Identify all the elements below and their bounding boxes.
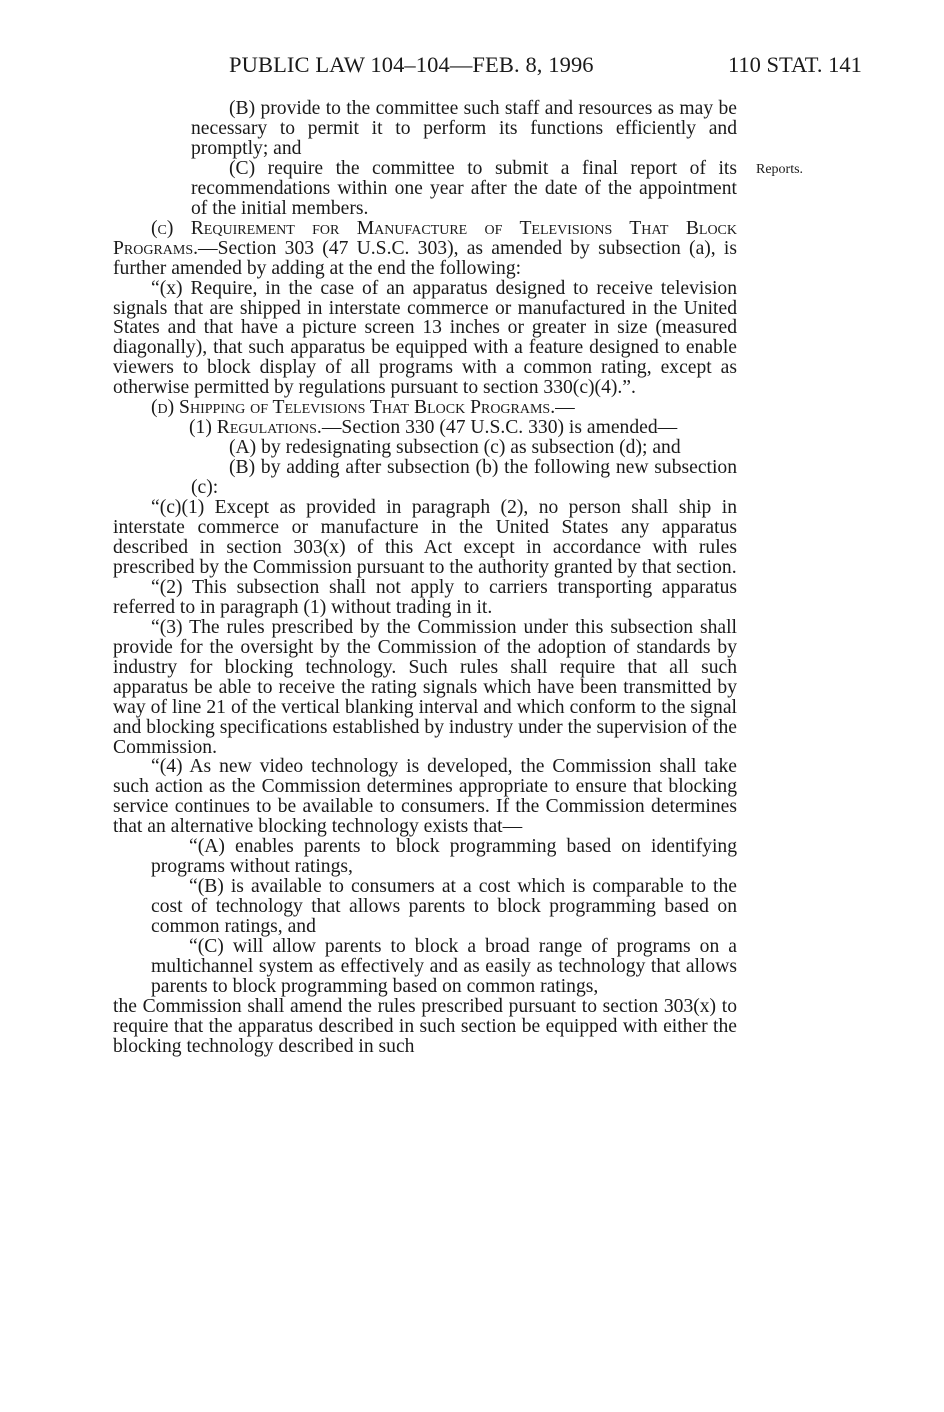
quoted-c3: “(3) The rules prescribed by the Commission under this subsection shall provide for the oversight by the Commission of the adoption of standards by industry for blocking technology. Such rules shall require that all such apparatus be able to receive the rating signals which have been transmitted by way of line 21 of the vertical blanking interval and which conform to the signal and blocking specifications established by industry under the supervision of the Commission. xyxy=(113,616,737,758)
subsection-c xyxy=(113,219,737,279)
quoted-paragraph-x: “(x) Require, in the case of an apparatus designed to receive television signals that are shipped in interstate commerce or manufactured in the United States and that have a picture screen 13 inches or greater in size (measured diagonally), that such apparatus be equipped with a feature designed to enable viewers to block display of all programs with a common rating, except as otherwise permitted by regulations pursuant to section 330(c)(4).”. xyxy=(113,277,737,399)
quoted-c4-c: “(C) will allow parents to block a broad range of programs on a multichannel system as effectively and as easily as technology that allows parents to block programming based on common ratings, xyxy=(151,936,737,997)
running-header-title: PUBLIC LAW 104–104—FEB. 8, 1996 xyxy=(229,52,594,77)
clause-b-add: (B) by adding after subsection (b) the following new subsection (c): xyxy=(191,457,737,499)
subsection-d-dash: — xyxy=(555,397,575,419)
subsection-d xyxy=(113,398,737,418)
quoted-c4-a: “(A) enables parents to block programming based on identifying programs without ratings, xyxy=(151,836,737,878)
paragraph-1-regulations xyxy=(113,418,737,438)
subsection-d-heading: (d) Shipping of Televisions That Block Programs. xyxy=(151,397,556,419)
margin-note: Reports. xyxy=(756,162,804,177)
quoted-c4-conclusion: the Commission shall amend the rules prescribed pursuant to section 303(x) to require that the apparatus described in such section be equipped with either the blocking technology described in such xyxy=(113,995,737,1057)
paragraph-1-heading: (1) Regulations. xyxy=(189,417,322,439)
statute-body xyxy=(113,99,737,1057)
paragraph-1-text: —Section 330 (47 U.S.C. 330) is amended— xyxy=(321,417,678,439)
quoted-c2: “(2) This subsection shall not apply to carriers transporting apparatus referred to in paragraph (1) without trading in it. xyxy=(113,576,737,618)
paragraph-b-staff: (B) provide to the committee such staff and resources as may be necessary to permit it to perform its functions efficiently and promptly; and xyxy=(191,98,737,159)
subsection-c-heading: (c) Requirement for Manufacture of Televisions That Block Programs. xyxy=(113,217,737,259)
quoted-c4: “(4) As new video technology is developed, the Commission shall take such action as the Commission determines appropriate to ensure that blocking service continues to be available to consumers. If the Commission determines that an alternative blocking technology exists that— xyxy=(113,756,737,838)
paragraph-c-report: (C) require the committee to submit a final report of its recommendations within one year after the date of the appointment of the initial members. xyxy=(191,157,737,219)
quoted-c4-b: “(B) is available to consumers at a cost which is comparable to the cost of technology that allows parents to block programming based on common ratings, and xyxy=(151,876,737,938)
clause-a-redesignate: (A) by redesignating subsection (c) as subsection (d); and xyxy=(229,437,681,459)
statute-page-number: 110 STAT. 141 xyxy=(728,52,862,77)
quoted-c1: “(c)(1) Except as provided in paragraph (2), no person shall ship in interstate commerce or manufacture in the United States any apparatus described in section 303(x) of this Act except in accordance with rules prescribed by the Commission pursuant to the authority granted by that section. xyxy=(113,497,737,578)
subsection-c-text: —Section 303 (47 U.S.C. 303), as amended by subsection (a), is further amended by adding at the end the following: xyxy=(113,237,737,279)
